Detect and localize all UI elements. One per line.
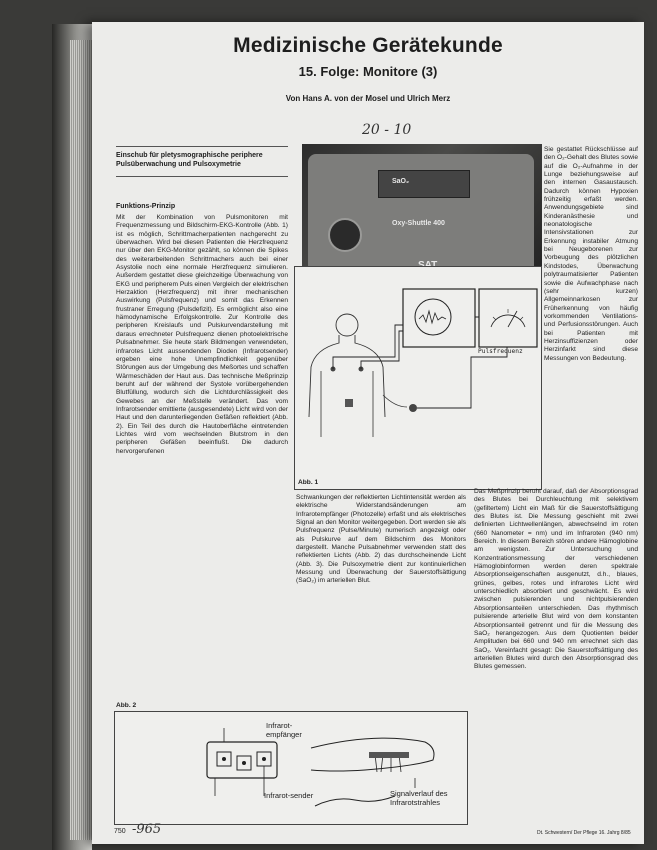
article-subtitle: 15. Folge: Monitore (3)	[298, 64, 438, 79]
infrared-sender-label: Infrarot-sender	[264, 791, 314, 800]
article-authors: Von Hans A. von der Mosel und Ulrich Merz	[285, 94, 451, 103]
document-page	[92, 22, 644, 844]
paragraph: Das Meßprinzip beruht darauf, daß der Absorptionsgrad des Blutes bei Durchleuchtung mit selektivem (gefiltertem) Licht ein Maß für die Sauerstoffsättigung des Blutes ist. Die Messung geschieht mit zwei definierten Lichtwellenlängen, abwechselnd im roten (660 Nanometer = nm) und im Infraroten (940 nm) Bereich. In diesem Bereich stören andere Hämoglobine am wenigsten. Zur Untersuchung und Konzentrationsmessung der verschiedenen Hämoglobinformen werden deren spektrale Absorptionseigenschaften ausgenutzt, d.h., blaues, grünes, gelbes, rotes und infrarotes Licht wird unterschiedlich absorbiert und geschwächt. Es wird zwischen pulsierenden und nichtpulsierenden Absorptionsanteilen unterschieden. Das rhythmisch pulsierende arterielle Blut wird von dem konstanten Absorptionsanteil getrennt und für die Messung des SaO₂ herangezogen. Aus dem Quotienten beider Amplituden bei 660 und 940 nm errechnet sich das SaO₂. Vereinfacht gesagt: Die Sauerstoffsättigung des arteriellen Blutes wird durch den Absorptionsgrad des Blutes gemessen.	[474, 488, 638, 671]
device-dial	[328, 218, 362, 252]
page-number: 750	[114, 828, 126, 835]
article-title: Medizinische Gerätekunde	[233, 34, 503, 57]
body-column-3-bottom	[474, 488, 638, 824]
infrared-receiver-label: Infrarot-empfänger	[266, 721, 302, 739]
body-column-3-top	[544, 146, 638, 486]
signal-curve-label: Signalverlauf des Infrarotstrahles	[390, 789, 448, 807]
journal-footer: Dt. Schwestern/ Der Pflege 16. Jahrg 8/85	[537, 830, 631, 836]
section-heading: Funktions-Prinzip	[116, 203, 176, 210]
figure-2-caption: Abb. 2	[116, 702, 137, 709]
figure-1-illustration	[295, 267, 541, 489]
device-model-label: Oxy-Shuttle 400	[392, 220, 445, 227]
handwritten-note: 20 - 10	[362, 122, 412, 138]
figure-1	[294, 266, 542, 490]
figure-1-caption: Abb. 1	[298, 479, 319, 486]
body-column-1	[116, 214, 288, 684]
handwritten-page-mark: -965	[132, 822, 162, 837]
paragraph: Sie gestattet Rückschlüsse auf den O₂-Gehalt des Blutes sowie auf die O₂-Aufnahme in der Lunge beziehungsweise auf den internen Gasaustausch. Dadurch können Hypoxien frühzeitig erfaßt werden. Anwendungsgebiete sind Kinderanästhesie und neonatologische Intensivstationen zur Erkennung instabiler Atmung bei Neugeborenen zur Vorbeugung des plötzlichen Kindstodes, Überwachung polytraumatisierter Patienten sowie die Aufwachphase nach (sehr kurzen) Allgemeinnarkosen zur Früherkennung von häufig vorkommenden Ventilations- und Perfusionsstörungen. Auch bei Patienten mit Herzinsuffizienzen oder Herzinfarkt sind diese Messungen von Bedeutung.	[544, 146, 638, 362]
intro-box: Einschub für pletysmographische periphere Pulsüberwachung und Pulsoxymetrie	[116, 146, 288, 177]
page-edges	[70, 40, 92, 840]
body-column-2	[296, 494, 466, 644]
paragraph: Mit der Kombination von Pulsmonitoren mit Frequenzmessung und Bildschirm-EKG-Kontrolle (Abb. 1) ist es möglich, Schrittmacherpatienten nachgerecht zu überwachen. Wird bei diesen Patienten die Herzfrequenz nur über den EKG-Monitor gezählt, so können die Spikes des weiterarbeitenden Schrittmachers auch bei einer Asystolie noch eine normale Herzfrequenz simulieren. Außerdem gestattet diese gleichzeitige Überwachung von EKG und peripherem Puls einen Vergleich der elektrischen Herzaktion (Herzfrequenz) mit ihrer mechanischen Auswirkung (Pulsfrequenz) und somit das Erkennen frustraner Erregung (Pulsdefizit). Es ermöglicht also eine hämodynamische Erfolgskontrolle. Zur Kontrolle des peripheren Kreislaufs und Pulskurvendarstellung mit daraus errechneter Pulsfrequenz dienen photoelektrische Pulsabnehmer. Sie heute stark Bildmengen verwendeten, infrarotes Licht aussendenden Dioden (Infrarotsender) ergeben eine hohe Unempfindlichkeit gegenüber Störungen aus der Umgebung des Meßortes und schaffen Wärmeschäden der Haut aus. Das technische Meßprinzip beruht auf der während der Systole vorübergehenden Blutfüllung, wodurch sich die Lichtdurchlässigkeit des Gewebes an der Meßstelle verändert. Das vom Infrarotsender emittierte (ausgesendete) Licht wird von der Haut und den darunterliegenden Gefäßen reflektiert (Abb. 2). Ein Teil des durch die Hautoberfläche eintretenden Lichtes wird vom wechselnden Blutstrom in den peripheren Gefäßen beeinflußt. Die dadurch hervorgerufenen	[116, 214, 288, 455]
figure-1-monitor-label: Pulsfrequenz	[478, 348, 523, 355]
paragraph: Schwankungen der reflektierten Lichtintensität werden als elektrische Widerstandsänderungen am Infrarotempfänger (Photozelle) erfaßt und als elektrisches Signal an den Monitor weitergegeben. Dort werden sie als Pulsfrequenz (Pulse/Minute) numerisch angezeigt oder als Pulskurve auf dem Bildschirm des Monitors dargestellt. Manche Pulsabnehmer verwenden statt des reflektierten Lichts (Abb. 2) das durchscheinende Licht (Abb. 3). Die Pulsoxymetrie dient zur kontinuierlichen Messung und Überwachung der Sauerstoffsättigung (SaO₂) im arteriellen Blut.	[296, 494, 466, 585]
device-display-label: SaO₂	[392, 178, 410, 185]
